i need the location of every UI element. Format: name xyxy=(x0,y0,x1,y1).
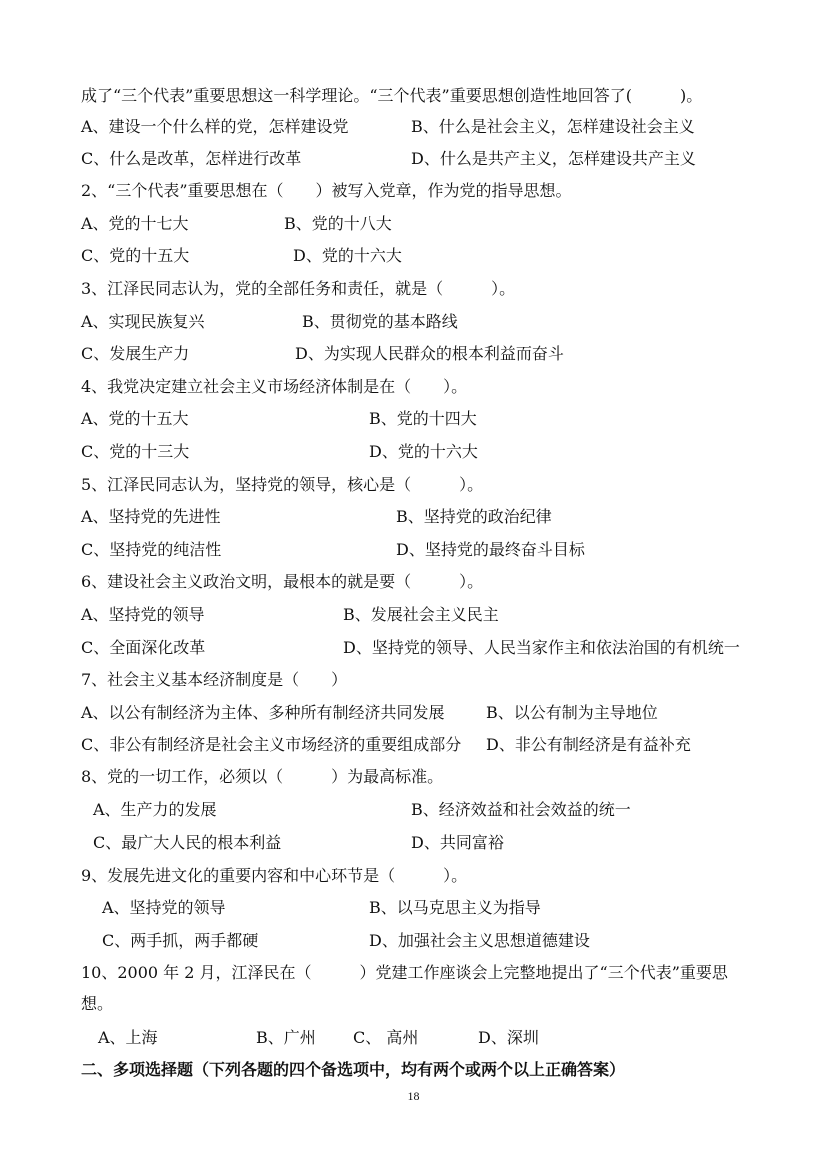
question-9-stem: 9、发展先进文化的重要内容和中心环节是（ ）。 xyxy=(81,866,468,885)
option-b: B、广州 xyxy=(256,1028,316,1047)
question-3-stem: 3、江泽民同志认为，党的全部任务和责任，就是（ ）。 xyxy=(81,279,516,298)
option-c: C、坚持党的纯洁性 xyxy=(81,540,222,559)
option-b: B、发展社会主义民主 xyxy=(343,605,499,624)
option-a: A、生产力的发展 xyxy=(93,800,217,819)
option-c: C、党的十三大 xyxy=(81,442,190,461)
page-number: 18 xyxy=(407,1089,420,1103)
option-d: D、共同富裕 xyxy=(411,833,504,852)
option-c: C、发展生产力 xyxy=(81,344,190,363)
option-c: C、最广大人民的根本利益 xyxy=(93,833,282,852)
option-a: A、党的十七大 xyxy=(81,214,189,233)
question-5-stem: 5、江泽民同志认为，坚持党的领导，核心是（ ）。 xyxy=(81,475,484,494)
question-7-stem: 7、社会主义基本经济制度是（ ） xyxy=(81,670,348,689)
option-a: A、坚持党的先进性 xyxy=(81,507,221,526)
option-b: B、什么是社会主义，怎样建设社会主义 xyxy=(411,117,695,136)
option-c: C、非公有制经济是社会主义市场经济的重要组成部分 xyxy=(81,735,462,754)
option-c: C、 高州 xyxy=(353,1028,419,1047)
question-2-stem: 2、“三个代表”重要思想在（ ）被写入党章，作为党的指导思想。 xyxy=(81,181,572,200)
option-b: B、经济效益和社会效益的统一 xyxy=(411,800,631,819)
question-10-stem: 10、2000 年 2 月，江泽民在（ ）党建工作座谈会上完整地提出了“三个代表”重要思 xyxy=(81,963,728,982)
question-10-stem-continued: 想。 xyxy=(81,994,114,1013)
option-a: A、党的十五大 xyxy=(81,409,189,428)
option-b: B、以公有制为主导地位 xyxy=(486,703,658,722)
option-d: D、什么是共产主义，怎样建设共产主义 xyxy=(411,149,696,168)
question-6-stem: 6、建设社会主义政治文明，最根本的就是要（ ）。 xyxy=(81,572,484,591)
option-d: D、坚持党的领导、人民当家作主和依法治国的有机统一 xyxy=(343,638,740,657)
option-a: A、坚持党的领导 xyxy=(81,605,205,624)
option-b: B、坚持党的政治纪律 xyxy=(396,507,552,526)
option-a: A、建设一个什么样的党，怎样建设党 xyxy=(81,117,349,136)
option-d: D、坚持党的最终奋斗目标 xyxy=(396,540,585,559)
question-1-stem-tail: 成了“三个代表”重要思想这一科学理论。“三个代表”重要思想创造性地回答了( )。 xyxy=(81,86,703,105)
option-b: B、党的十四大 xyxy=(369,409,477,428)
question-4-stem: 4、我党决定建立社会主义市场经济体制是在（ ）。 xyxy=(81,377,468,396)
option-c: C、全面深化改革 xyxy=(81,638,206,657)
option-a: A、实现民族复兴 xyxy=(81,312,205,331)
option-c: C、党的十五大 xyxy=(81,246,190,265)
option-c: C、两手抓，两手都硬 xyxy=(102,931,259,950)
option-d: D、为实现人民群众的根本利益而奋斗 xyxy=(295,344,564,363)
option-d: D、党的十六大 xyxy=(293,246,402,265)
option-c: C、什么是改革，怎样进行改革 xyxy=(81,149,302,168)
section-2-heading: 二、多项选择题（下列各题的四个备选项中，均有两个或两个以上正确答案） xyxy=(81,1060,626,1079)
question-8-stem: 8、党的一切工作，必须以（ ）为最高标准。 xyxy=(81,767,444,786)
option-d: D、非公有制经济是有益补充 xyxy=(486,735,691,754)
option-a: A、坚持党的领导 xyxy=(102,898,226,917)
option-b: B、以马克思主义为指导 xyxy=(369,898,541,917)
option-d: D、深圳 xyxy=(478,1028,539,1047)
option-d: D、党的十六大 xyxy=(369,442,478,461)
option-a: A、上海 xyxy=(98,1028,158,1047)
option-a: A、以公有制经济为主体、多种所有制经济共同发展 xyxy=(81,703,445,722)
option-d: D、加强社会主义思想道德建设 xyxy=(369,931,590,950)
option-b: B、党的十八大 xyxy=(284,214,392,233)
option-b: B、贯彻党的基本路线 xyxy=(302,312,458,331)
